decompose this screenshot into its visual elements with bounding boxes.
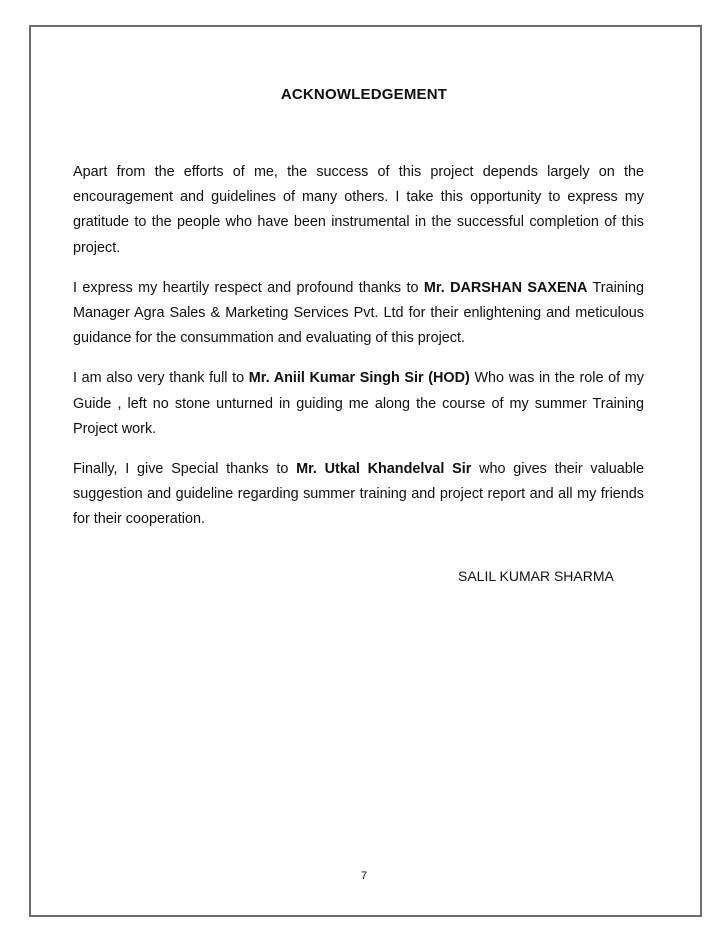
person-name-bold: Mr. Aniil Kumar Singh Sir (HOD) [248, 370, 470, 387]
paragraph-text: who gives their valuable suggestion and guideline regarding summer training and project report and all my friends for their cooperation. [73, 461, 644, 528]
paragraph-training-manager-thanks [73, 276, 644, 352]
paragraph-text: I express my heartily respect and profound thanks to [73, 279, 424, 296]
paragraph-guide-thanks [73, 366, 644, 442]
signature-name: SALIL KUMAR SHARMA [458, 568, 614, 584]
document-body [73, 160, 644, 548]
paragraph-intro: Apart from the efforts of me, the success of this project depends largely on the encouragement and guidelines of many others. I take this opportunity to express my gratitude to the people who have been instrumental in the successful completion of this project. [73, 164, 644, 256]
page-title: ACKNOWLEDGEMENT [280, 86, 448, 103]
person-name-bold: Mr. DARSHAN SAXENA [423, 279, 588, 296]
person-name-bold: Mr. Utkal Khandelval Sir [296, 461, 472, 478]
paragraph-final-thanks [73, 457, 644, 533]
page-number: 7 [360, 870, 368, 882]
paragraph-text: Who was in the role of my Guide , left no stone unturned in guiding me along the course of my summer Training Project work. [73, 370, 644, 437]
paragraph-text: I am also very thank full to [73, 370, 249, 387]
paragraph-text: Training Manager Agra Sales & Marketing Services Pvt. Ltd for their enlightening and meticulous guidance for the consummation and evaluating of this project. [73, 279, 645, 347]
paragraph-text: Finally, I give Special thanks to [73, 461, 297, 478]
